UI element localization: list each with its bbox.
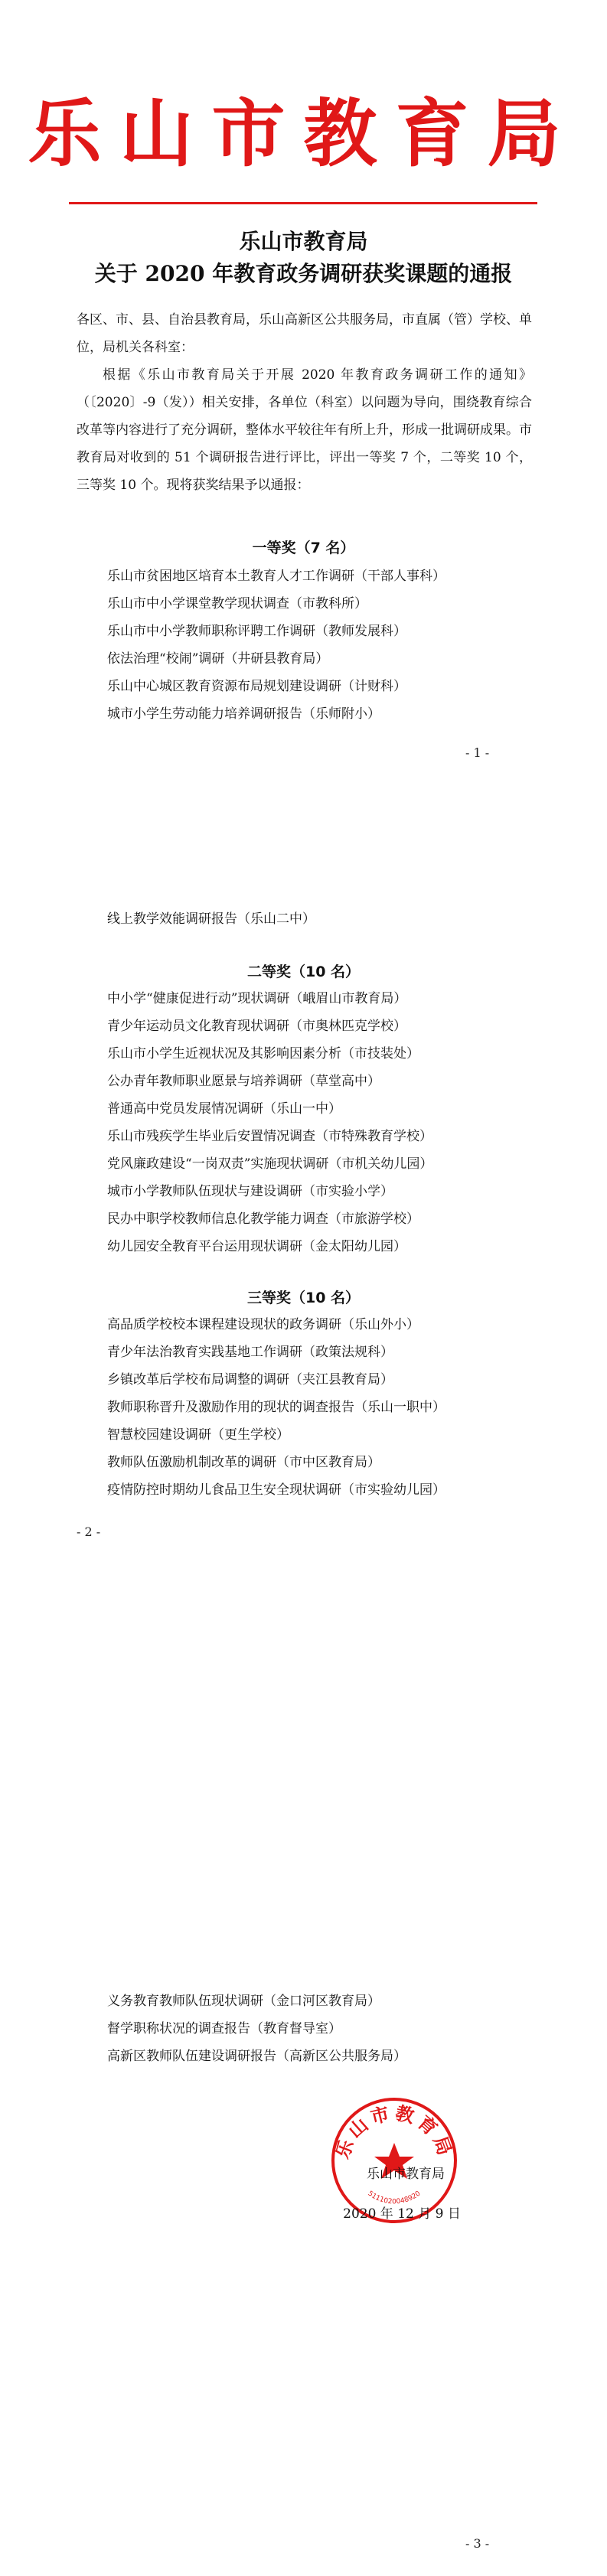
second-prize-item: 幼儿园安全教育平台运用现状调研（金太阳幼儿园） xyxy=(107,1239,406,1254)
svg-text:乐山市教育局: 乐山市教育局 xyxy=(331,2102,457,2162)
first-prize-item: 线上教学效能调研报告（乐山二中） xyxy=(107,911,315,927)
third-prize-item: 教师职称晋升及激励作用的现状的调查报告（乐山一职中） xyxy=(107,1400,445,1415)
first-prize-item: 依法治理“校闹”调研（井研县教育局） xyxy=(107,651,329,667)
page-number-2: - 2 - xyxy=(77,1524,101,1539)
second-prize-item: 公办青年教师职业愿景与培养调研（草堂高中） xyxy=(107,1074,380,1089)
first-prize-item: 乐山市贫困地区培育本土教育人才工作调研（干部人事科） xyxy=(107,569,445,584)
first-prize-item: 乐山中心城区教育资源布局规划建设调研（计财科） xyxy=(107,679,406,694)
third-prize-item: 教师队伍激励机制改革的调研（市中区教育局） xyxy=(107,1455,380,1470)
second-prize-item: 普通高中党员发展情况调研（乐山一中） xyxy=(107,1101,341,1117)
third-prize-item: 疫情防控时期幼儿食品卫生安全现状调研（市实验幼儿园） xyxy=(107,1482,445,1498)
third-prize-item: 青少年法治教育实践基地工作调研（政策法规科） xyxy=(107,1345,393,1360)
third-prize-item: 高新区教师队伍建设调研报告（高新区公共服务局） xyxy=(107,2049,406,2064)
first-prize-item: 乐山市中小学教师职称评聘工作调研（教师发展科） xyxy=(107,624,406,639)
third-prize-item: 智慧校园建设调研（更生学校） xyxy=(107,1427,289,1443)
signature-date: 2020 年 12 月 9 日 xyxy=(343,2206,461,2222)
salutation: 各区、市、县、自治县教育局，乐山高新区公共服务局，市直属（管）学校、单位，局机关各科室： xyxy=(77,312,532,355)
svg-text:5111020048920: 5111020048920 xyxy=(366,2190,423,2206)
intro-paragraph: 根据《乐山市教育局关于开展 2020 年教育政务调研工作的通知》（〔2020〕-9（发））相关安排，各单位（科室）以问题为导向，围绕教育综合改革等内容进行了充分调研，整体水平较往年有所上升，形成一批调研成果。市教育局对收到的 51 个调研报告进行评比，评出一等奖 7 个，二等奖 10 个，三等奖 10 个。现将获奖结果予以通报： xyxy=(77,367,532,493)
second-prize-heading: 二等奖（10 名） xyxy=(246,964,361,980)
second-prize-item: 中小学“健康促进行动”现状调研（峨眉山市教育局） xyxy=(107,991,407,1006)
second-prize-item: 乐山市小学生近视状况及其影响因素分析（市技装处） xyxy=(107,1046,419,1061)
document-organization: 乐山市教育局 xyxy=(239,229,368,254)
first-prize-item: 乐山市中小学课堂教学现状调查（市教科所） xyxy=(107,596,367,611)
third-prize-heading: 三等奖（10 名） xyxy=(246,1290,361,1306)
page-number-3: - 3 - xyxy=(465,2536,490,2551)
third-prize-item: 高品质学校校本课程建设现状的政务调研（乐山外小） xyxy=(107,1317,419,1332)
third-prize-item: 乡镇改革后学校布局调整的调研（夹江县教育局） xyxy=(107,1372,393,1387)
red-divider xyxy=(69,202,537,204)
signature-organization: 乐山市教育局 xyxy=(367,2167,445,2182)
second-prize-item: 民办中职学校教师信息化教学能力调查（市旅游学校） xyxy=(107,1211,419,1227)
page-number-1: - 1 - xyxy=(465,745,490,760)
masthead-title: 乐山市教育局 xyxy=(28,91,579,177)
second-prize-item: 城市小学教师队伍现状与建设调研（市实验小学） xyxy=(107,1184,393,1199)
first-prize-item: 城市小学生劳动能力培养调研报告（乐师附小） xyxy=(107,706,380,722)
first-prize-heading: 一等奖（7 名） xyxy=(252,540,355,556)
third-prize-item: 义务教育教师队伍现状调研（金口河区教育局） xyxy=(107,1994,380,2009)
second-prize-item: 青少年运动员文化教育现状调研（市奥林匹克学校） xyxy=(107,1019,406,1034)
second-prize-item: 乐山市残疾学生毕业后安置情况调查（市特殊教育学校） xyxy=(107,1129,432,1144)
document-title: 关于 2020 年教育政务调研获奖课题的通报 xyxy=(94,261,513,286)
third-prize-item: 督学职称状况的调查报告（教育督导室） xyxy=(107,2021,341,2036)
second-prize-item: 党风廉政建设“一岗双责”实施现状调研（市机关幼儿园） xyxy=(107,1156,433,1172)
